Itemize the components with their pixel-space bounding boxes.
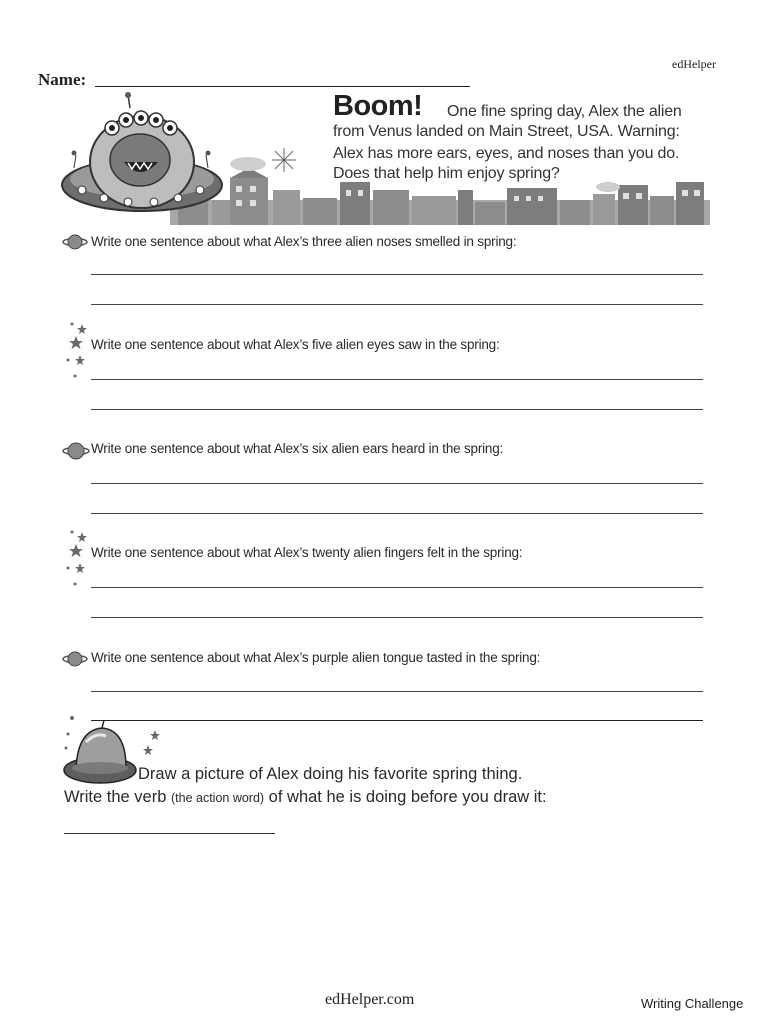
answer-line[interactable] <box>91 304 703 305</box>
sparkle-icon <box>272 148 296 172</box>
verb-instruction <box>64 788 547 807</box>
answer-line[interactable] <box>91 379 703 380</box>
answer-line[interactable] <box>91 409 703 410</box>
answer-line[interactable] <box>91 720 703 721</box>
verb-answer-line[interactable] <box>64 833 275 834</box>
answer-line[interactable] <box>91 691 703 692</box>
answer-line[interactable] <box>91 587 703 588</box>
planet-icon <box>62 650 88 668</box>
intro-title: Boom! <box>333 90 423 122</box>
name-label: Name: <box>38 70 87 89</box>
name-input-line[interactable] <box>95 86 470 87</box>
verb-instruction-text: of what he is doing before you draw it: <box>264 788 547 806</box>
verb-instruction-note: (the action word) <box>170 791 265 805</box>
stars-icon <box>62 528 90 590</box>
question-prompt: Write one sentence about what Alex’s purple alien tongue tasted in the spring: <box>91 650 541 665</box>
planet-icon <box>62 441 90 461</box>
answer-line[interactable] <box>91 617 703 618</box>
verb-instruction-text: Write the verb <box>64 788 171 806</box>
answer-line[interactable] <box>91 483 703 484</box>
drawing-instruction: Draw a picture of Alex doing his favorite spring thing. <box>138 765 523 783</box>
ufo-icon <box>62 92 222 211</box>
answer-line[interactable] <box>91 513 703 514</box>
stars-icon <box>62 320 90 382</box>
answer-line[interactable] <box>91 274 703 275</box>
question-prompt: Write one sentence about what Alex’s three alien noses smelled in spring: <box>91 234 517 249</box>
brand-label: edHelper <box>672 57 716 71</box>
intro-text-line: from Venus landed on Main Street, USA. Warning: <box>333 123 680 140</box>
planet-icon <box>62 233 88 251</box>
intro-text-line: Does that help him enjoy spring? <box>333 165 560 182</box>
intro-text-line: One fine spring day, Alex the alien <box>447 103 682 120</box>
footer-title: Writing Challenge <box>641 996 744 1011</box>
footer-site: edHelper.com <box>325 991 415 1008</box>
question-prompt: Write one sentence about what Alex’s six alien ears heard in the spring: <box>91 441 504 456</box>
question-prompt: Write one sentence about what Alex’s five alien eyes saw in the spring: <box>91 337 500 352</box>
intro-text-line: Alex has more ears, eyes, and noses than you do. <box>333 145 680 162</box>
question-prompt: Write one sentence about what Alex’s twenty alien fingers felt in the spring: <box>91 545 523 560</box>
